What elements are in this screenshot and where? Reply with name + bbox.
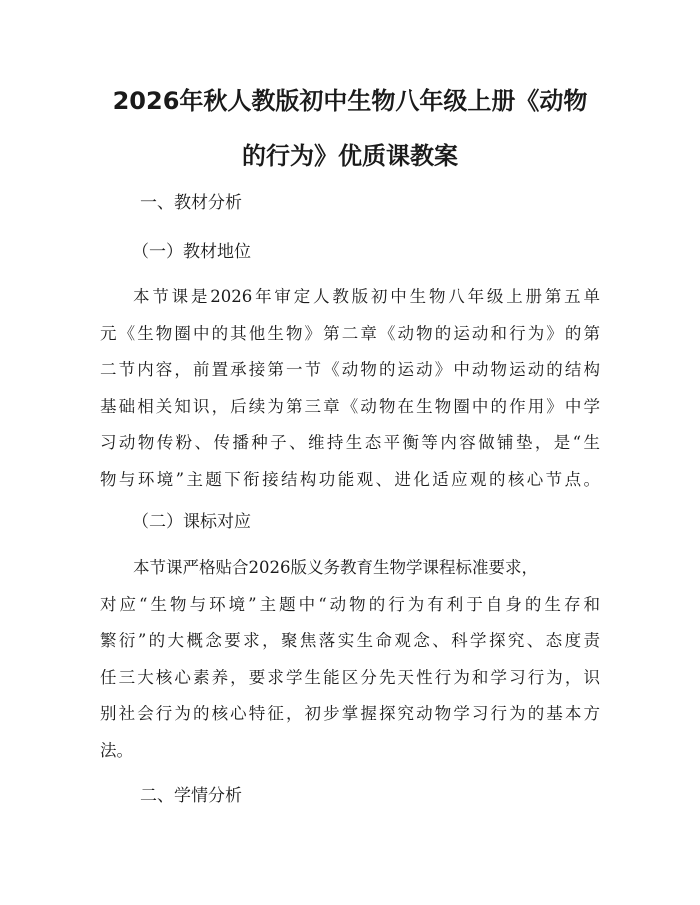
section-heading-teaching-material-analysis: 一、教材分析 [140, 193, 242, 213]
paragraph-curriculum-standard [100, 550, 600, 769]
paragraph-line: 本节课是2026年审定人教版初中生物八年级上册第五单 [133, 287, 600, 306]
paragraph-line: 对应“生物与环境”主题中“动物的行为有利于自身的生存和 [100, 594, 600, 614]
subsection-heading-material-position: （一）教材地位 [132, 242, 251, 262]
document-title [100, 74, 600, 184]
paragraph-line: 基础相关知识，后续为第三章《动物在生物圈中的作用》中学 [100, 396, 600, 416]
paragraph-line: 习动物传粉、传播种子、维持生态平衡等内容做铺垫，是“生 [100, 433, 600, 452]
paragraph-line: 物与环境”主题下衔接结构功能观、进化适应观的核心节点。 [100, 469, 600, 489]
paragraph-line: 法。 [100, 740, 133, 760]
paragraph-line: 别社会行为的核心特征，初步掌握探究动物学习行为的基本方 [100, 704, 600, 723]
title-line-2: 的行为》优质课教案 [242, 142, 458, 170]
paragraph-line: 繁衍”的大概念要求，聚焦落实生命观念、科学探究、态度责 [100, 631, 600, 650]
paragraph-material-position [100, 279, 600, 498]
paragraph-line: 本节课严格贴合2026版义务教育生物学课程标准要求， [133, 558, 538, 577]
subsection-heading-curriculum-standard: （二）课标对应 [132, 512, 251, 532]
section-heading-student-analysis: 二、学情分析 [140, 786, 242, 806]
paragraph-line: 元《生物圈中的其他生物》第二章《动物的运动和行为》的第 [100, 323, 600, 343]
paragraph-line: 任三大核心素养，要求学生能区分先天性行为和学习行为，识 [100, 667, 600, 687]
title-line-1: 2026年秋人教版初中生物八年级上册《动物 [112, 87, 588, 115]
paragraph-line: 二节内容，前置承接第一节《动物的运动》中动物运动的结构 [100, 360, 600, 379]
